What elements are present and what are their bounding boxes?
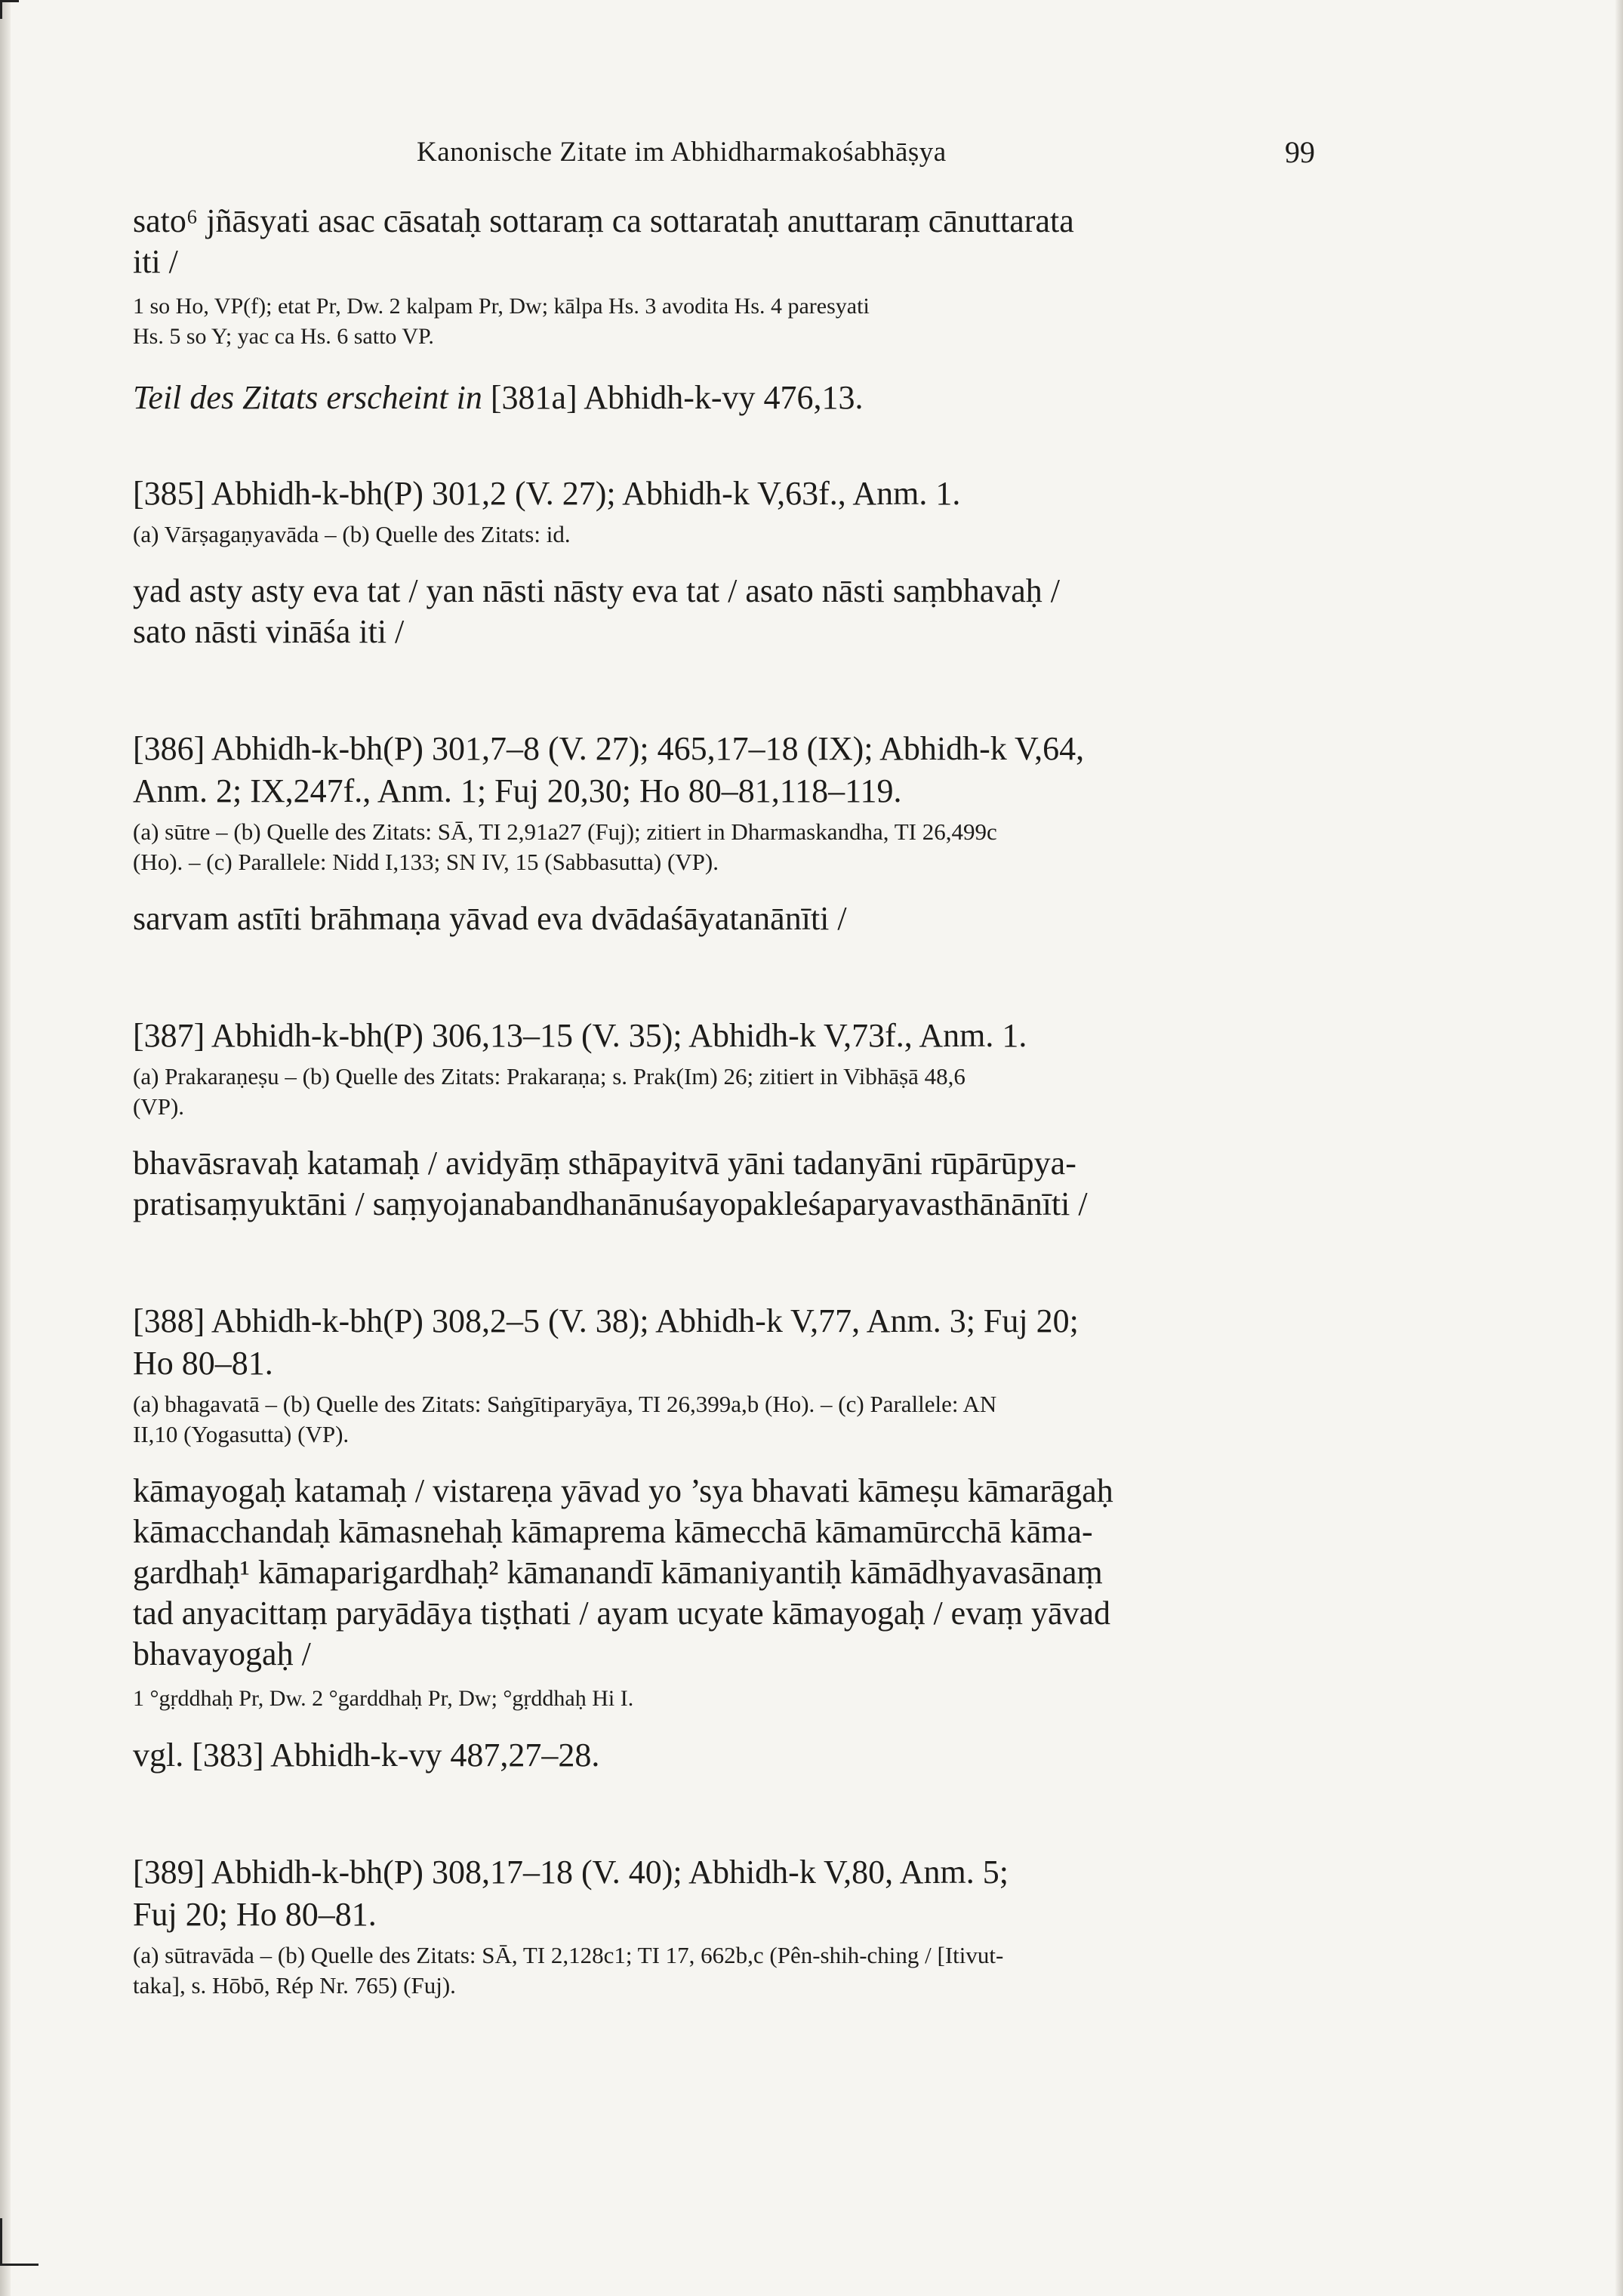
quote-text xyxy=(133,1471,1326,1675)
heading-line: Fuj 20; Ho 80–81. xyxy=(133,1896,377,1933)
cross-reference: vgl. [383] Abhidh-k-vy 487,27–28. xyxy=(133,1737,600,1774)
heading-line: [385] Abhidh-k-bh(P) 301,2 (V. 27); Abhidh-k V,63f., Anm. 1. xyxy=(133,475,961,512)
entry-heading xyxy=(133,728,1326,812)
scan-edge-right xyxy=(1615,0,1623,2296)
page-number: 99 xyxy=(1285,135,1315,169)
entry-388 xyxy=(133,1300,1326,1776)
heading-line: [387] Abhidh-k-bh(P) 306,13–15 (V. 35); Abhidh-k V,73f., Anm. 1. xyxy=(133,1017,1027,1054)
meta-line: taka], s. Hōbō, Rép Nr. 765) (Fuj). xyxy=(133,1972,456,1999)
meta-line: (a) Vārṣagaṇyavāda – (b) Quelle des Zitats: id. xyxy=(133,521,571,547)
scan-corner-mark xyxy=(0,0,19,19)
quote-line: sato nāsti vināśa iti / xyxy=(133,613,405,650)
quote-text xyxy=(133,201,1326,282)
heading-line: [388] Abhidh-k-bh(P) 308,2–5 (V. 38); Abhidh-k V,77, Anm. 3; Fuj 20; xyxy=(133,1302,1079,1339)
entry-meta xyxy=(133,519,1326,550)
entry-heading xyxy=(133,1300,1326,1385)
quote-line: kāmayogaḥ katamaḥ / vistareṇa yāvad yo ’sya bhavati kāmeṣu kāmarāgaḥ xyxy=(133,1472,1113,1509)
heading-line: Anm. 2; IX,247f., Anm. 1; Fuj 20,30; Ho 80–81,118–119. xyxy=(133,772,902,809)
quote-line: pratisaṃyuktāni / saṃyojanabandhanānuśayopakleśaparyavasthānānīti / xyxy=(133,1185,1088,1222)
heading-line: Ho 80–81. xyxy=(133,1345,273,1382)
entry-meta xyxy=(133,817,1326,877)
footnotes xyxy=(133,1684,1326,1714)
meta-line: (VP). xyxy=(133,1093,185,1120)
quote-line: bhavayogaḥ / xyxy=(133,1635,311,1672)
quote-line: gardhaḥ¹ kāmaparigardhaḥ² kāmanandī kāmaniyantiḥ kāmādhyavasānaṃ xyxy=(133,1554,1103,1591)
page-header xyxy=(133,134,1326,180)
running-head: Kanonische Zitate im Abhidharmakośabhāṣya xyxy=(417,137,947,168)
entry-386 xyxy=(133,728,1326,939)
entry-meta xyxy=(133,1389,1326,1450)
heading-line: [386] Abhidh-k-bh(P) 301,7–8 (V. 27); 465,17–18 (IX); Abhidh-k V,64, xyxy=(133,730,1085,767)
entry-385 xyxy=(133,473,1326,652)
quote-text xyxy=(133,1143,1326,1225)
entry-heading xyxy=(133,1851,1326,1936)
meta-line: (Ho). – (c) Parallele: Nidd I,133; SN IV, 15 (Sabbasutta) (VP). xyxy=(133,849,719,875)
page-body xyxy=(133,134,1326,2001)
entry-389 xyxy=(133,1851,1326,2001)
scan-edge-left xyxy=(0,0,11,2296)
heading-line: [389] Abhidh-k-bh(P) 308,17–18 (V. 40); Abhidh-k V,80, Anm. 5; xyxy=(133,1854,1009,1891)
scan-corner-mark xyxy=(0,2218,38,2266)
quote-text xyxy=(133,571,1326,652)
entry-meta xyxy=(133,1062,1326,1122)
footnote-line: Hs. 5 so Y; yac ca Hs. 6 satto VP. xyxy=(133,324,434,349)
cross-reference-label: Teil des Zitats erscheint in xyxy=(133,379,482,416)
footnote-line: 1 °gṛddhaḥ Pr, Dw. 2 °garddhaḥ Pr, Dw; °gṛddhaḥ Hi I. xyxy=(133,1686,634,1711)
entry-meta xyxy=(133,1940,1326,2001)
meta-line: (a) Prakaraṇeṣu – (b) Quelle des Zitats: Prakaraṇa; s. Prak(Im) 26; zitiert in Vibhāṣā 48,6 xyxy=(133,1063,965,1089)
meta-line: (a) sūtravāda – (b) Quelle des Zitats: SĀ, TI 2,128c1; TI 17, 662b,c (Pên-shih-ching / [Itivut- xyxy=(133,1942,1004,1968)
quote-text xyxy=(133,898,1326,939)
continued-entry xyxy=(133,201,1326,418)
footnote-line: 1 so Ho, VP(f); etat Pr, Dw. 2 kalpam Pr, Dw; kālpa Hs. 3 avodita Hs. 4 paresyati xyxy=(133,294,870,319)
entry-heading xyxy=(133,473,1326,515)
quote-line: tad anyacittaṃ paryādāya tiṣṭhati / ayam ucyate kāmayogaḥ / evaṃ yāvad xyxy=(133,1595,1111,1632)
quote-line: sarvam astīti brāhmaṇa yāvad eva dvādaśāyatanānīti / xyxy=(133,900,847,937)
quote-line: sato⁶ jñāsyati asac cāsataḥ sottaraṃ ca sottarataḥ anuttaraṃ cānuttarata xyxy=(133,202,1074,239)
entry-heading xyxy=(133,1015,1326,1057)
quote-line: iti / xyxy=(133,243,178,280)
cross-reference-target: [381a] Abhidh-k-vy 476,13. xyxy=(482,379,864,416)
cross-reference xyxy=(133,378,1326,418)
meta-line: (a) bhagavatā – (b) Quelle des Zitats: Saṅgītiparyāya, TI 26,399a,b (Ho). – (c) Parallele: AN xyxy=(133,1391,997,1417)
meta-line: (a) sūtre – (b) Quelle des Zitats: SĀ, TI 2,91a27 (Fuj); zitiert in Dharmaskandha, TI 26,499c xyxy=(133,818,997,845)
entry-387 xyxy=(133,1015,1326,1225)
quote-line: yad asty asty eva tat / yan nāsti nāsty eva tat / asato nāsti saṃbhavaḥ / xyxy=(133,572,1060,609)
quote-line: kāmacchandaḥ kāmasnehaḥ kāmaprema kāmecchā kāmamūrcchā kāma- xyxy=(133,1513,1093,1550)
meta-line: II,10 (Yogasutta) (VP). xyxy=(133,1421,350,1447)
footnotes xyxy=(133,291,1326,352)
quote-line: bhavāsravaḥ katamaḥ / avidyāṃ sthāpayitvā yāni tadanyāni rūpārūpya- xyxy=(133,1145,1076,1182)
